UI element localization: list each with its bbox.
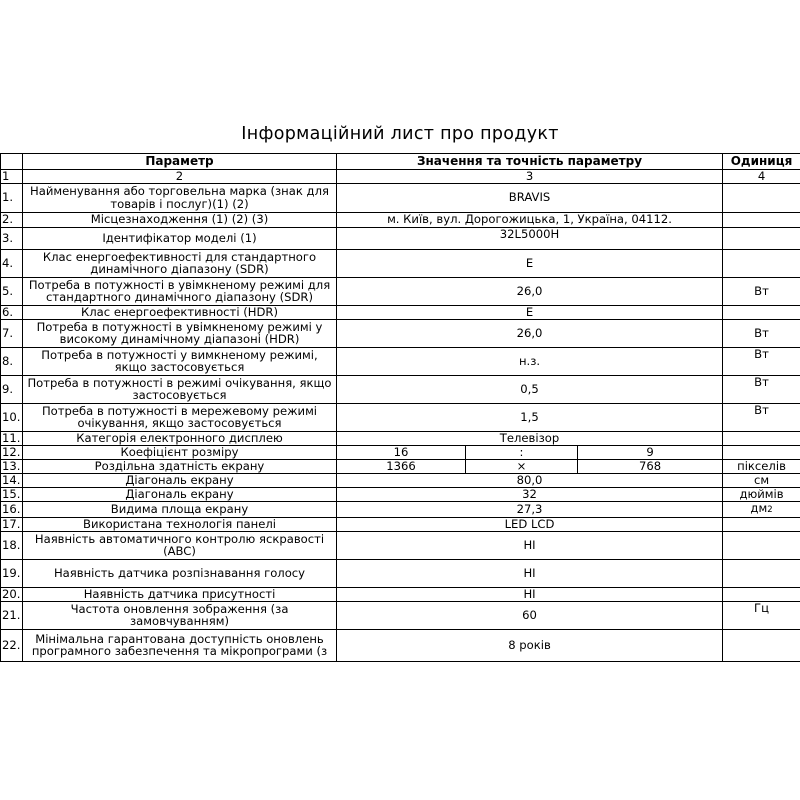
param-name: Клас енергоефективності (HDR) [23, 305, 337, 319]
row-number: 2. [1, 212, 23, 227]
row-number: 3. [1, 227, 23, 249]
row-number: 6. [1, 305, 23, 319]
header-no [1, 154, 23, 170]
param-unit: см [723, 473, 800, 487]
param-value: Телевізор [337, 431, 723, 445]
param-value: LED LCD [337, 517, 723, 531]
table-row [1, 501, 800, 517]
param-unit: пікселів [723, 459, 800, 473]
row-number: 10. [1, 403, 23, 431]
table-row [1, 277, 800, 305]
header-unit: Одиниця [723, 154, 800, 170]
param-unit [723, 227, 800, 249]
param-unit: Вт [723, 403, 800, 431]
param-value-a: 1366 [337, 459, 466, 473]
row-number: 17. [1, 517, 23, 531]
param-name: Категорія електронного дисплею [23, 431, 337, 445]
param-value: BRAVIS [337, 183, 723, 212]
param-name: Місцезнаходження (1) (2) (3) [23, 212, 337, 227]
param-name: Потреба в потужності в мережевому режимі очікування, якщо застосовується [23, 403, 337, 431]
param-unit: дюймів [723, 487, 800, 501]
param-name: Діагональ екрану [23, 473, 337, 487]
param-unit: Вт [723, 375, 800, 403]
param-name: Потреба в потужності в увімкненому режимі для стандартного динамічного діапазону (SDR) [23, 277, 337, 305]
table-row [1, 629, 800, 661]
colnum-2: 2 [23, 170, 337, 184]
param-name: Мінімальна гарантована доступність оновлень програмного забезпечення та мікропрограми (з [23, 629, 337, 661]
param-name: Наявність датчика розпізнавання голосу [23, 559, 337, 587]
table-row [1, 183, 800, 212]
param-unit [723, 431, 800, 445]
param-unit: Гц [723, 601, 800, 629]
header-row [1, 154, 800, 170]
document-title: Інформаційний лист про продукт [241, 124, 559, 144]
param-unit [723, 183, 800, 212]
header-value: Значення та точність параметру [337, 154, 723, 170]
table-row [1, 445, 800, 459]
param-value: 8 років [337, 629, 723, 661]
param-value: НІ [337, 559, 723, 587]
table-row [1, 487, 800, 501]
param-value: 32 [337, 487, 723, 501]
row-number: 22. [1, 629, 23, 661]
param-name: Діагональ екрану [23, 487, 337, 501]
param-name: Використана технологія панелі [23, 517, 337, 531]
row-number: 9. [1, 375, 23, 403]
param-unit [723, 559, 800, 587]
param-value: 26,0 [337, 319, 723, 347]
row-number: 15. [1, 487, 23, 501]
row-number: 1. [1, 183, 23, 212]
colnum-3: 3 [337, 170, 723, 184]
table-row [1, 587, 800, 601]
param-name: Найменування або торговельна марка (знак для товарів і послуг)(1) (2) [23, 183, 337, 212]
row-number: 7. [1, 319, 23, 347]
param-name: Потреба в потужності в режимі очікування, якщо застосовується [23, 375, 337, 403]
row-number: 18. [1, 531, 23, 559]
param-value: 27,3 [337, 501, 723, 517]
param-value: 26,0 [337, 277, 723, 305]
row-number: 12. [1, 445, 23, 459]
param-value: м. Київ, вул. Дорогожицька, 1, Україна, 04112. [337, 212, 723, 227]
param-unit: Вт [723, 347, 800, 375]
param-name: Потреба в потужності у вимкненому режимі, якщо застосовується [23, 347, 337, 375]
param-value-b: 9 [578, 445, 723, 459]
param-unit [723, 305, 800, 319]
row-number: 4. [1, 249, 23, 277]
column-number-row [1, 170, 800, 184]
table-row [1, 319, 800, 347]
param-unit: дм [750, 501, 768, 515]
table-row [1, 531, 800, 559]
param-unit [723, 531, 800, 559]
param-unit: Вт [723, 277, 800, 305]
param-value: 0,5 [337, 375, 723, 403]
table-row [1, 459, 800, 473]
param-value: 60 [337, 601, 723, 629]
table-row [1, 431, 800, 445]
param-value-a: 16 [337, 445, 466, 459]
param-name: Частота оновлення зображення (за замовчуванням) [23, 601, 337, 629]
param-name: Роздільна здатність екрану [23, 459, 337, 473]
param-unit-cell [723, 501, 800, 517]
table-row [1, 559, 800, 587]
param-value-separator: : [466, 445, 578, 459]
param-name: Коефіцієнт розміру [23, 445, 337, 459]
row-number: 11. [1, 431, 23, 445]
row-number: 8. [1, 347, 23, 375]
table-row [1, 249, 800, 277]
param-unit [723, 629, 800, 661]
table-row [1, 375, 800, 403]
param-unit: Вт [723, 319, 800, 347]
row-number: 16. [1, 501, 23, 517]
row-number: 20. [1, 587, 23, 601]
table-row [1, 212, 800, 227]
param-unit-superscript: 2 [767, 504, 773, 515]
param-name: Клас енергоефективності для стандартного динамічного діапазону (SDR) [23, 249, 337, 277]
colnum-1: 1 [1, 170, 23, 184]
row-number: 21. [1, 601, 23, 629]
param-value: 1,5 [337, 403, 723, 431]
table-row [1, 517, 800, 531]
row-number: 13. [1, 459, 23, 473]
colnum-4: 4 [723, 170, 800, 184]
param-unit [723, 249, 800, 277]
param-value: НІ [337, 531, 723, 559]
row-number: 19. [1, 559, 23, 587]
product-info-table [0, 153, 800, 662]
table-row [1, 403, 800, 431]
table-row [1, 601, 800, 629]
param-name: Потреба в потужності в увімкненому режимі у високому динамічному діапазоні (HDR) [23, 319, 337, 347]
table-row [1, 473, 800, 487]
param-unit [723, 517, 800, 531]
param-name: Видима площа екрану [23, 501, 337, 517]
param-name: Наявність датчика присутності [23, 587, 337, 601]
param-value: н.з. [337, 347, 723, 375]
param-value-b: 768 [578, 459, 723, 473]
table-row [1, 227, 800, 249]
param-value: НІ [337, 587, 723, 601]
param-unit [723, 587, 800, 601]
param-value: 32L5000H [337, 227, 723, 249]
param-value: E [337, 305, 723, 319]
param-value: 80,0 [337, 473, 723, 487]
row-number: 5. [1, 277, 23, 305]
param-unit [723, 445, 800, 459]
param-unit [723, 212, 800, 227]
param-value: E [337, 249, 723, 277]
row-number: 14. [1, 473, 23, 487]
param-name: Наявність автоматичного контролю яскравості (ABC) [23, 531, 337, 559]
table-row [1, 347, 800, 375]
param-name: Ідентифікатор моделі (1) [23, 227, 337, 249]
header-param: Параметр [23, 154, 337, 170]
param-value-separator: × [466, 459, 578, 473]
table-row [1, 305, 800, 319]
